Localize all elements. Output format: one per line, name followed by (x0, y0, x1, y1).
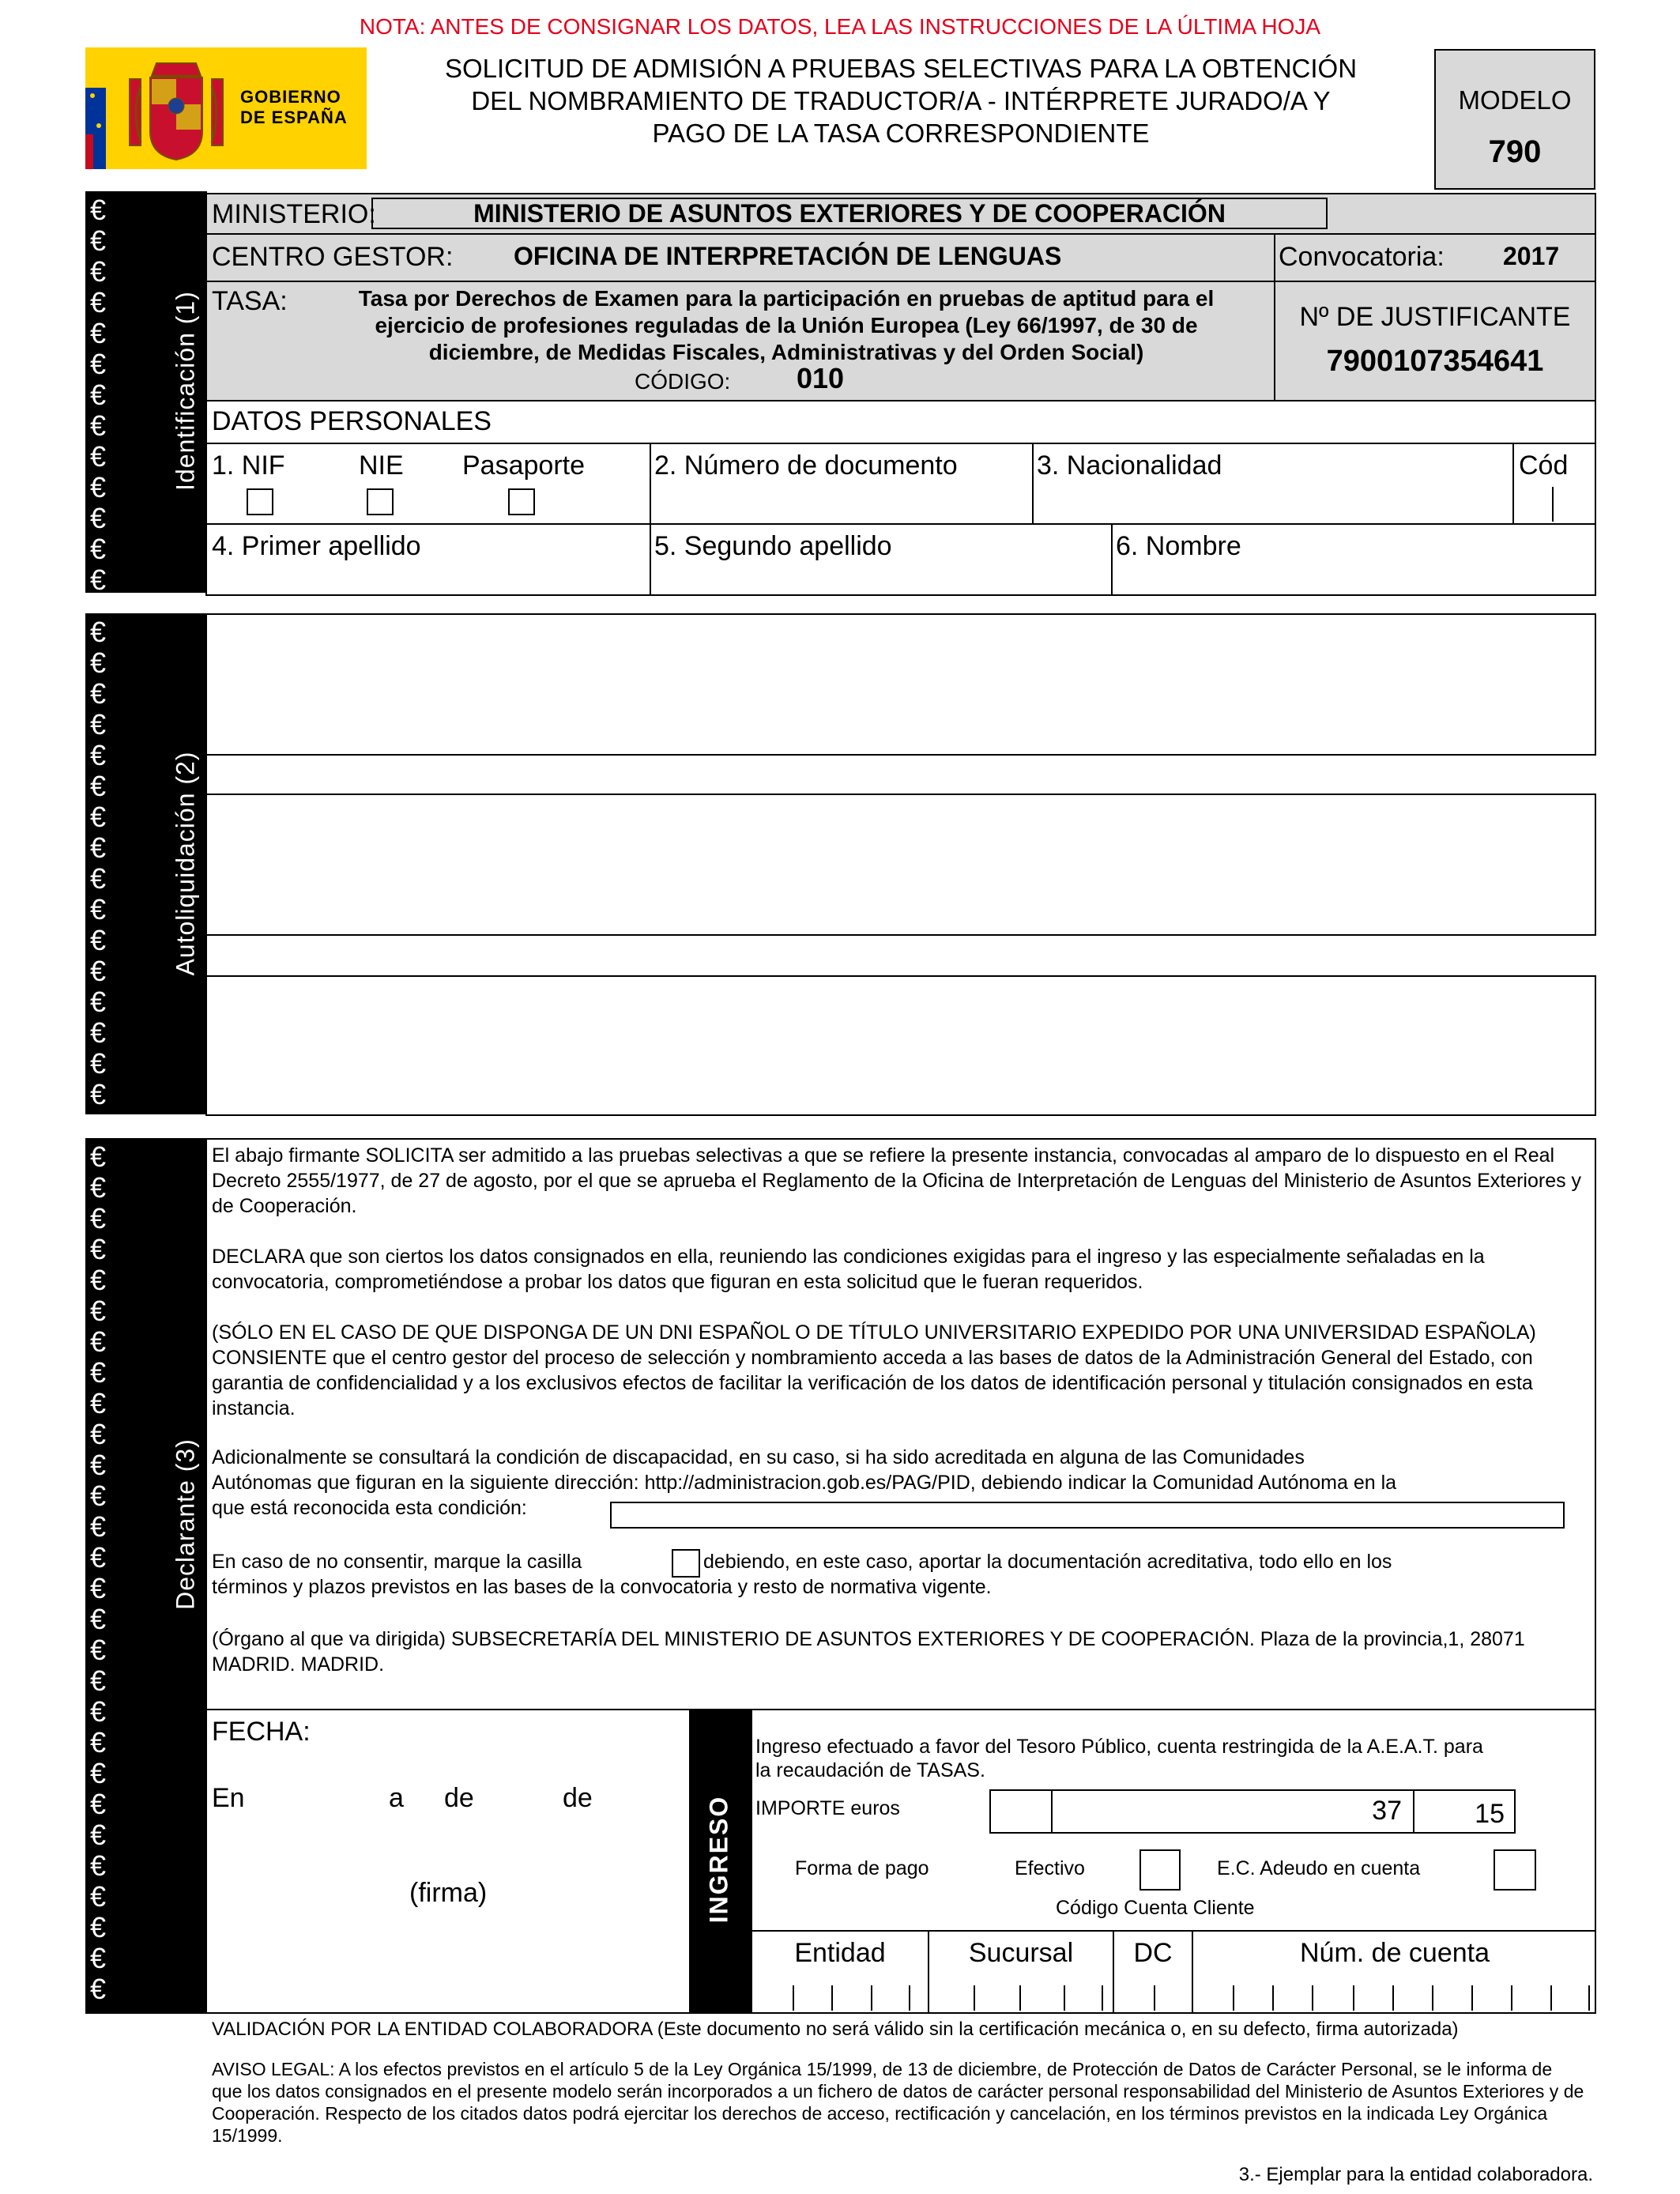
ingreso-band (689, 1710, 752, 2012)
fecha-de-1: de (444, 1783, 474, 1813)
dc-field[interactable] (1114, 1976, 1192, 2012)
codigo-label: CÓDIGO: (635, 369, 731, 394)
form-title-line1: SOLICITUD DE ADMISIÓN A PRUEBAS SELECTIVAS PARA LA OBTENCIÓN (444, 54, 1358, 83)
no-consentir-checkbox[interactable] (672, 1549, 700, 1578)
ministerio-label: MINISTERIO: (212, 199, 376, 229)
discapacidad-line2: Autónomas que figuran en la siguiente dirección: http://administracion.gob.es/PAG/PID, debiendo indicar la Comunidad Autónoma en la (212, 1472, 1397, 1494)
justificante-value: 7900107354641 (1326, 345, 1544, 378)
no-consentir-line1b: debiendo, en este caso, aportar la documentación acreditativa, todo ello en los (703, 1551, 1392, 1573)
importe-label: IMPORTE euros (755, 1797, 900, 1819)
sidebar-declarante (85, 1138, 207, 2014)
ingreso-vertical-label: INGRESO (704, 1795, 733, 1924)
modelo-label: MODELO (1458, 85, 1572, 115)
ec-adeudo-label: E.C. Adeudo en cuenta (1217, 1857, 1421, 1879)
sidebar-label-identificacion: Identificación (1) (171, 291, 200, 491)
sidebar-identificacion (85, 191, 207, 593)
primer-apellido-label: 4. Primer apellido (212, 531, 421, 561)
euro-column: € € € € € € € € € € € € € (90, 194, 107, 593)
nif-label: 1. NIF (212, 450, 285, 481)
ministerio-value: MINISTERIO DE ASUNTOS EXTERIORES Y DE COOPERACIÓN (473, 199, 1226, 228)
ccc-digit-separator (1312, 1985, 1313, 2011)
entidad-field[interactable] (752, 1976, 928, 2012)
flag-red-icon (85, 134, 93, 169)
ccc-digit-separator (1272, 1985, 1274, 2011)
euro-column: € € € € € € € € € € € € € € € € € € € € € € € € € € € € (90, 1140, 107, 2005)
sucursal-field[interactable] (929, 1976, 1113, 2012)
codigo-value: 010 (797, 362, 845, 394)
centro-gestor-label: CENTRO GESTOR: (212, 242, 454, 272)
nacionalidad-field[interactable] (1034, 484, 1511, 522)
tasa-description-line1: Tasa por Derechos de Examen para la participación en pruebas de aptitud para el (358, 286, 1215, 311)
nacionalidad-label: 3. Nacionalidad (1037, 450, 1222, 481)
entidad-label: Entidad (794, 1938, 886, 1968)
forma-pago-label: Forma de pago (795, 1857, 929, 1879)
autoliquidacion-box-1[interactable] (205, 613, 1596, 756)
fecha-en: En (212, 1783, 245, 1813)
form-title-line3: PAGO DE LA TASA CORRESPONDIENTE (652, 119, 1150, 148)
numero-documento-label: 2. Número de documento (654, 450, 958, 481)
ccc-digit-separator (1154, 1985, 1155, 2011)
tasa-label: TASA: (212, 286, 288, 316)
codigo-cuenta-label: Código Cuenta Cliente (1056, 1897, 1255, 1919)
validacion-note: VALIDACIÓN POR LA ENTIDAD COLABORADORA (Este documento no será válido sin la certificación mecánica o, en su defecto, firma autorizada) (212, 2019, 1459, 2040)
ccc-digit-separator (831, 1985, 833, 2011)
top-note: NOTA: ANTES DE CONSIGNAR LOS DATOS, LEA LAS INSTRUCCIONES DE LA ÚLTIMA HOJA (359, 14, 1321, 39)
sucursal-label: Sucursal (968, 1938, 1074, 1968)
sidebar-label-autoliquidacion: Autoliquidación (2) (171, 751, 200, 976)
tasa-description-line3: diciembre, de Medidas Fiscales, Administrativas y del Orden Social) (428, 340, 1144, 364)
ccc-digit-separator (793, 1985, 794, 2011)
ccc-digit-separator (1353, 1985, 1354, 2011)
ccc-digit-separator (1102, 1985, 1103, 2011)
codigo-nacionalidad-label: Cód (1519, 450, 1569, 481)
centro-gestor-value: OFICINA DE INTERPRETACIÓN DE LENGUAS (514, 242, 1062, 270)
modelo-number: 790 (1488, 134, 1542, 169)
nombre-field[interactable] (1113, 563, 1595, 594)
importe-euros-value: 37 (1372, 1796, 1402, 1826)
euro-column: € € € € € € € € € € € € € € € € (90, 616, 107, 1110)
form-title-line2: DEL NOMBRAMIENTO DE TRADUCTOR/A - INTÉRPRETE JURADO/A Y (471, 86, 1331, 115)
ccc-digit-separator (909, 1985, 910, 2011)
fecha-label: FECHA: (212, 1717, 311, 1747)
declara-paragraph: DECLARA que son ciertos los datos consignados en ella, reuniendo las condiciones exigidas para el ingreso y las especialmente señaladas en la convocatoria, comprometiéndose a probar los datos que figuran en esta solicitud que le fueran requeridos. (212, 1246, 1485, 1293)
modelo-box (1434, 49, 1595, 190)
firma-label: (firma) (409, 1878, 488, 1908)
ec-adeudo-checkbox[interactable] (1494, 1849, 1536, 1891)
aviso-legal: AVISO LEGAL: A los efectos previstos en el artículo 5 de la Ley Orgánica 15/1999, de 13 de diciembre, de Protección de Datos de Carácter Personal, se le informa de que los datos consignados en el presente modelo serán incorporados a un fichero de datos de carácter personal responsabilidad del Ministerio de Asuntos Exteriores y de Cooperación. Respecto de los citados datos podrá ejercitar los derechos de acceso, rectificación y cancelación, en los términos previstos en la indicada Ley Orgánica 15/1999. (212, 2059, 1584, 2146)
coat-of-arms-icon (125, 55, 228, 163)
convocatoria-label: Convocatoria: (1279, 242, 1445, 272)
consiente-paragraph: (SÓLO EN EL CASO DE QUE DISPONGA DE UN DNI ESPAÑOL O DE TÍTULO UNIVERSITARIO EXPEDIDO POR UNA UNIVERSIDAD ESPAÑOLA) CONSIENTE que el centro gestor del proceso de selección y nombramiento acceda a las bases de datos de la Administración General del Estado, con garantia de confidencialidad y a los exclusivos efectos de facilitar la verificación de los datos de identificación personal y titulación consignados en esta instancia. (212, 1321, 1536, 1419)
importe-field[interactable] (989, 1789, 1516, 1834)
logo-text-line2: DE ESPAÑA (240, 107, 348, 127)
tasa-description-line2: ejercicio de profesiones reguladas de la Unión Europea (Ley 66/1997, de 30 de (375, 313, 1198, 337)
logo-text-line1: GOBIERNO (240, 87, 341, 107)
codigo-nacionalidad-field[interactable] (1514, 484, 1595, 522)
nie-label: NIE (359, 450, 404, 481)
ccc-digit-separator (1233, 1985, 1234, 2011)
ejemplar-note: 3.- Ejemplar para la entidad colaboradora. (1238, 2164, 1593, 2185)
primer-apellido-field[interactable] (207, 563, 648, 594)
numero-documento-field[interactable] (651, 484, 1030, 522)
segundo-apellido-label: 5. Segundo apellido (654, 531, 892, 561)
fecha-de-2: de (563, 1783, 593, 1813)
government-logo (85, 47, 367, 169)
ccc-digit-separator (1432, 1985, 1433, 2011)
ccc-digit-separator (1471, 1985, 1473, 2011)
sidebar-autoliquidacion (85, 613, 207, 1114)
autoliquidacion-box-3[interactable] (205, 975, 1596, 1116)
num-cuenta-field[interactable] (1193, 1976, 1596, 2012)
ccc-digit-separator (1550, 1985, 1552, 2011)
justificante-label: Nº DE JUSTIFICANTE (1299, 302, 1571, 332)
ccc-digit-separator (1064, 1985, 1065, 2011)
no-consentir-line1a: En caso de no consentir, marque la casilla (212, 1551, 582, 1573)
efectivo-checkbox[interactable] (1139, 1849, 1181, 1891)
convocatoria-value: 2017 (1503, 242, 1560, 270)
sidebar-label-declarante: Declarante (3) (171, 1438, 200, 1610)
ccc-digit-separator (1019, 1985, 1021, 2011)
comunidad-autonoma-field[interactable] (610, 1502, 1565, 1529)
firma-area[interactable] (207, 1818, 689, 2007)
fecha-a: a (389, 1783, 404, 1813)
ingreso-line2: la recaudación de TASAS. (755, 1759, 985, 1781)
ccc-digit-separator (1392, 1985, 1394, 2011)
discapacidad-line1: Adicionalmente se consultará la condición de discapacidad, en su caso, si ha sido acreditada en alguna de las Comunidades (212, 1446, 1305, 1468)
pasaporte-label: Pasaporte (462, 450, 585, 481)
segundo-apellido-field[interactable] (651, 563, 1109, 594)
nombre-label: 6. Nombre (1116, 531, 1241, 561)
ccc-digit-separator (1511, 1985, 1512, 2011)
nie-checkbox[interactable] (367, 488, 394, 515)
ingreso-line1: Ingreso efectuado a favor del Tesoro Público, cuenta restringida de la A.E.A.T. para (755, 1736, 1483, 1758)
datos-personales-title: DATOS PERSONALES (212, 406, 492, 436)
pasaporte-checkbox[interactable] (508, 488, 535, 515)
no-consentir-line2: términos y plazos previstos en las bases de la convocatoria y resto de normativa vigente. (212, 1576, 992, 1598)
num-cuenta-label: Núm. de cuenta (1299, 1938, 1490, 1968)
ccc-digit-separator (871, 1985, 872, 2011)
discapacidad-line3: que está reconocida esta condición: (212, 1497, 527, 1519)
organo-paragraph: (Órgano al que va dirigida) SUBSECRETARÍA DEL MINISTERIO DE ASUNTOS EXTERIORES Y DE COOPERACIÓN. Plaza de la provincia,1, 28071 MADRID. MADRID. (212, 1628, 1525, 1676)
ccc-digit-separator (974, 1985, 975, 2011)
solicita-paragraph: El abajo firmante SOLICITA ser admitido a las pruebas selectivas a que se refiere la presente instancia, convocadas al amparo de lo dispuesto en el Real Decreto 2555/1977, de 27 de agosto, por el que se aprueba el Reglamento de la Oficina de Interpretación de Lenguas del Ministerio de Asuntos Exteriores y de Cooperación. (212, 1144, 1582, 1217)
ccc-digit-separator (1588, 1985, 1590, 2011)
importe-cents-value: 15 (1475, 1799, 1505, 1829)
autoliquidacion-box-2[interactable] (205, 794, 1596, 936)
nif-checkbox[interactable] (247, 488, 273, 515)
dc-label: DC (1133, 1938, 1173, 1968)
efectivo-label: Efectivo (1015, 1857, 1085, 1879)
